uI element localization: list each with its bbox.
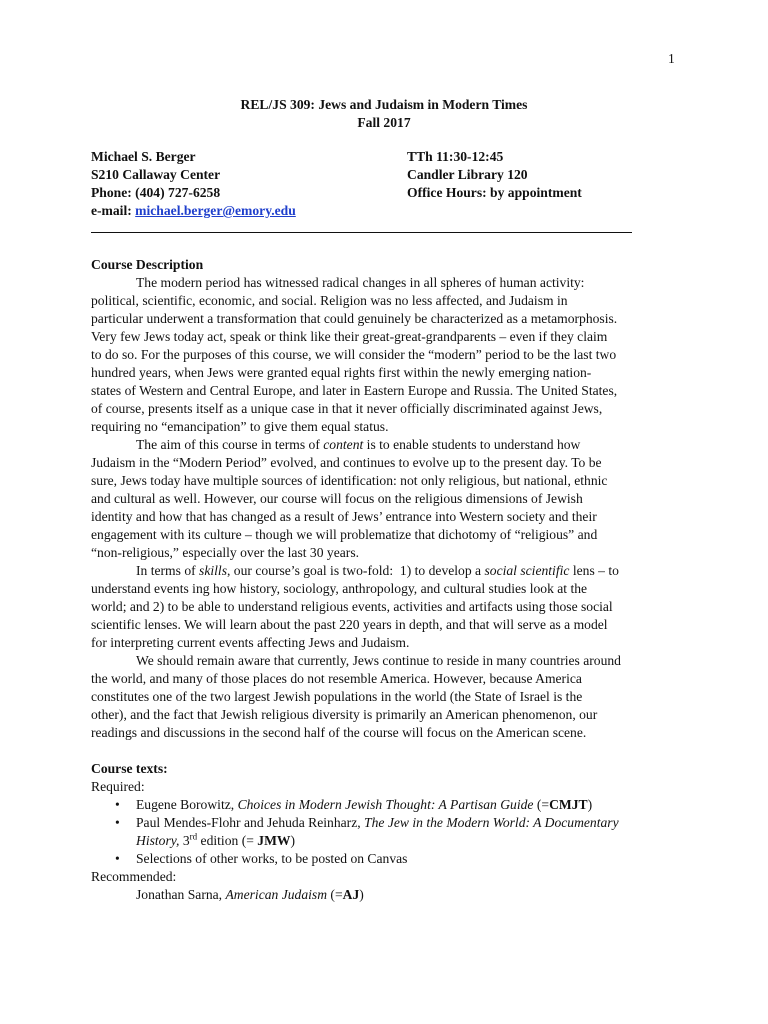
text-run: ) [587,797,593,812]
text-line: identity and how that has changed as a result of Jews’ entrance into Western society and their [91,509,597,524]
text-line: the world, and many of those places do not resemble America. However, because America [91,671,582,686]
class-location: Candler Library 120 [407,167,528,182]
text-line: to do so. For the purposes of this course, we will consider the “modern” period to be the last two [91,347,617,362]
text-line: understand events ing how history, sociology, anthropology, and cultural studies look at the [91,581,588,596]
required-texts-list [91,796,672,868]
text-line: The modern period has witnessed radical changes in all spheres of human activity: [136,275,585,290]
list-item [91,814,672,850]
text-line: and cultural as well. However, our course will focus on the religious dimensions of Jewish [91,491,583,506]
text-line: particular underwent a transformation that could genuinely be characterized as a metamorphosis. [91,311,618,326]
description-paragraph-4 [91,652,672,742]
text-run: Jonathan Sarna, [136,887,226,902]
course-title [0,96,768,132]
text-run: (= [533,797,550,812]
page-number: 1 [668,51,675,66]
instructor-phone: Phone: (404) 727-6258 [91,185,221,200]
text-line: Judaism in the “Modern Period” evolved, and continues to evolve up to the present day. To be [91,455,602,470]
text-line: constitutes one of the two largest Jewish populations in the world (the State of Israel is the [91,689,583,704]
email-line [91,202,407,220]
text-run: is to enable students to understand how [363,437,581,452]
email-label: e-mail: [91,203,136,218]
office-hours: Office Hours: by appointment [407,185,582,200]
recommended-label: Recommended: [91,869,177,884]
text-run: In terms of [136,563,200,578]
text-run: Eugene Borowitz, [136,797,238,812]
text-run: , our course’s goal is two-fold: 1) to develop a [227,563,485,578]
text-line: political, scientific, economic, and social. Religion was no less affected, and Judaism in [91,293,568,308]
superscript: rd [189,831,198,842]
text-run: (= [327,887,343,902]
text-run: The aim of this course in terms of [136,437,324,452]
text-line: sure, Jews today have multiple sources of identification: not only religious, but national, ethnic [91,473,608,488]
description-paragraph-2 [91,436,672,562]
text-line: Very few Jews today act, speak or think like their great-great-grandparents – even if they claim [91,329,608,344]
recommended-text [91,886,672,904]
course-title-line: REL/JS 309: Jews and Judaism in Modern Times [240,97,528,112]
course-texts-heading: Course texts: [91,761,168,776]
text-line: scientific lenses. We will learn about the past 220 years in depth, and that will serve as a model [91,617,608,632]
text-line [91,562,672,580]
text-line [91,436,672,454]
course-description-heading: Course Description [91,257,204,272]
document-body [91,256,672,904]
text-line: “non-religious,” especially over the last 30 years. [91,545,360,560]
course-term: Fall 2017 [357,115,411,130]
email-link[interactable]: michael.berger@emory.edu [135,203,296,218]
book-title: The Jew in the Modern World: A Documentary [364,815,619,830]
book-title: Choices in Modern Jewish Thought: A Partisan Guide [237,797,534,812]
emphasis: social scientific [484,563,570,578]
text-line: requiring no “emancipation” to give them equal status. [91,419,389,434]
text-line: engagement with its culture – though we will problematize that dichotomy of “religious” and [91,527,598,542]
emphasis: skills [199,563,227,578]
bullet: • [115,815,120,830]
class-time: TTh 11:30-12:45 [407,149,504,164]
instructor-office: S210 Callaway Center [91,167,221,182]
bullet: • [115,851,120,866]
book-title: History, [136,833,180,848]
description-paragraph-3 [91,562,672,652]
text-run: ) [290,833,296,848]
text-line: readings and discussions in the second half of the course will focus on the American scene. [91,725,587,740]
text-line: world; and 2) to be able to understand religious events, activities and artifacts using those social [91,599,613,614]
text-run: 3 [179,833,190,848]
text-line: hundred years, when Jews were granted equal rights first within the newly emerging nation- [91,365,592,380]
text-run: ) [359,887,364,902]
text-run: Selections of other works, to be posted on Canvas [136,851,408,866]
divider [91,232,632,233]
list-item [91,796,672,814]
text-line: states of Western and Central Europe, and later in Eastern Europe and Russia. The United States, [91,383,618,398]
instructor-name: Michael S. Berger [91,149,196,164]
abbreviation: CMJT [549,797,588,812]
text-line: for interpreting current events affecting Jews and Judaism. [91,635,410,650]
text-line: of course, presents itself as a unique case in that it never officially discriminated against Jews, [91,401,603,416]
abbreviation: JMW [257,833,291,848]
text-run: Paul Mendes-Flohr and Jehuda Reinharz, [136,815,365,830]
text-line: other), and the fact that Jewish religious diversity is primarily an American phenomenon, our [91,707,598,722]
course-header [91,148,651,220]
text-run: lens – to [569,563,619,578]
abbreviation: AJ [342,887,360,902]
list-item [91,850,672,868]
text-line: We should remain aware that currently, Jews continue to reside in many countries around [136,653,621,668]
emphasis: content [323,437,364,452]
book-title: American Judaism [225,887,328,902]
bullet: • [115,797,120,812]
text-run: edition (= [197,833,258,848]
description-paragraph-1 [91,274,672,436]
required-label: Required: [91,779,145,794]
